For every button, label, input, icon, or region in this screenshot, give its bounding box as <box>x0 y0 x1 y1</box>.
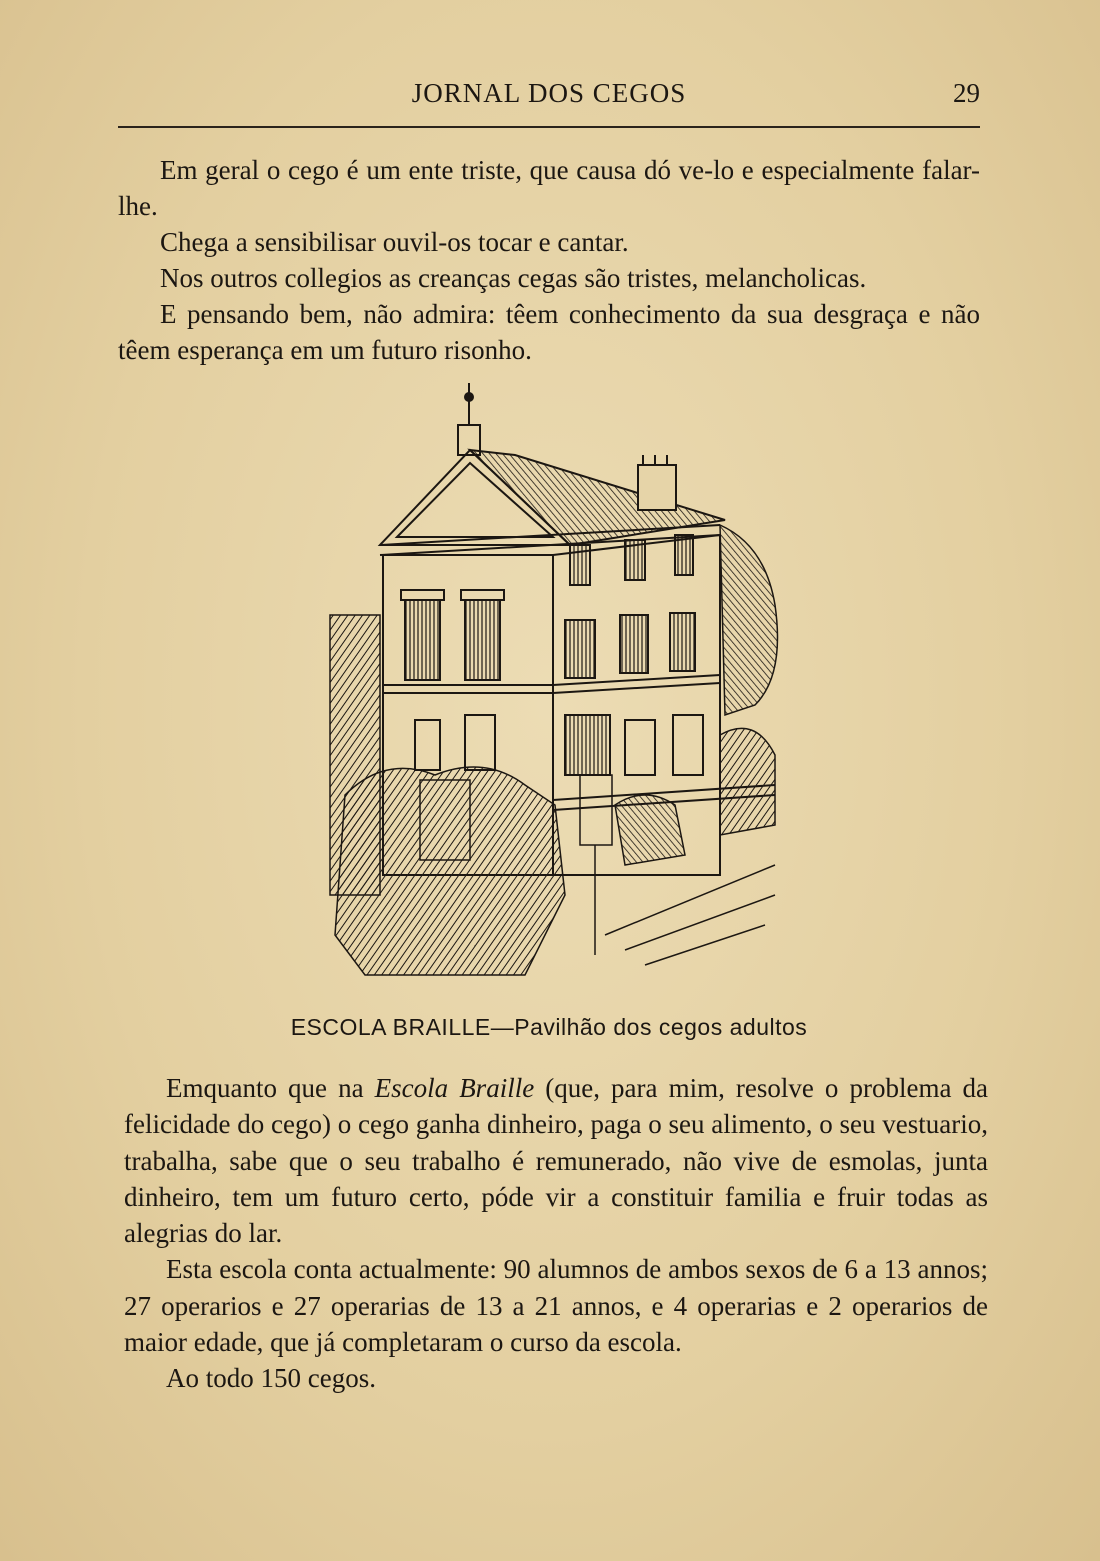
header-rule <box>118 126 980 128</box>
text-run: (que, para mim, resolve o problema da felicidade do cego) o cego ganha dinheiro, paga o seu alimento, o seu vestuario, trabalha, sabe que o seu trabalho é remunerado, não vive de esmolas, junta dinheiro, tem um futuro certo, póde vir a constituir familia e fruir todas as alegrias do lar. <box>124 1073 988 1249</box>
caption-separator: — <box>490 1014 515 1040</box>
school-name-italic: Escola Braille <box>374 1073 535 1103</box>
paragraph: Em geral o cego é um ente triste, que causa dó ve-lo e especialmente falar-lhe. <box>118 155 980 221</box>
paragraph: Nos outros collegios as creanças cegas são tristes, melancholicas. <box>160 263 867 293</box>
paragraph: Esta escola conta actualmente: 90 alumnos de ambos sexos de 6 a 13 annos; 27 operarios e 27 operarias de 13 a 21 annos, e 4 operarias e 2 operarios de maior edade, que já completaram o curso da escola. <box>124 1254 988 1358</box>
page-header <box>118 78 980 118</box>
paragraph: E pensando bem, não admira: têem conhecimento da sua desgraça e não têem esperança em um futuro risonho. <box>118 299 980 365</box>
running-title: JORNAL DOS CEGOS <box>411 78 687 108</box>
text-block-bottom <box>124 1070 988 1397</box>
caption-main: ESCOLA BRAILLE <box>290 1014 491 1040</box>
figure-caption <box>118 1014 980 1041</box>
school-building-engraving <box>325 375 785 990</box>
page-number: 29 <box>953 78 980 108</box>
paragraph: Chega a sensibilisar ouvil-os tocar e cantar. <box>160 227 629 257</box>
paragraph: Ao todo 150 cegos. <box>166 1363 376 1394</box>
paragraph <box>124 1070 988 1251</box>
caption-sub: Pavilhão dos cegos adultos <box>514 1014 808 1040</box>
text-block-top <box>118 152 980 368</box>
text-run: Emquanto que na <box>166 1073 375 1103</box>
